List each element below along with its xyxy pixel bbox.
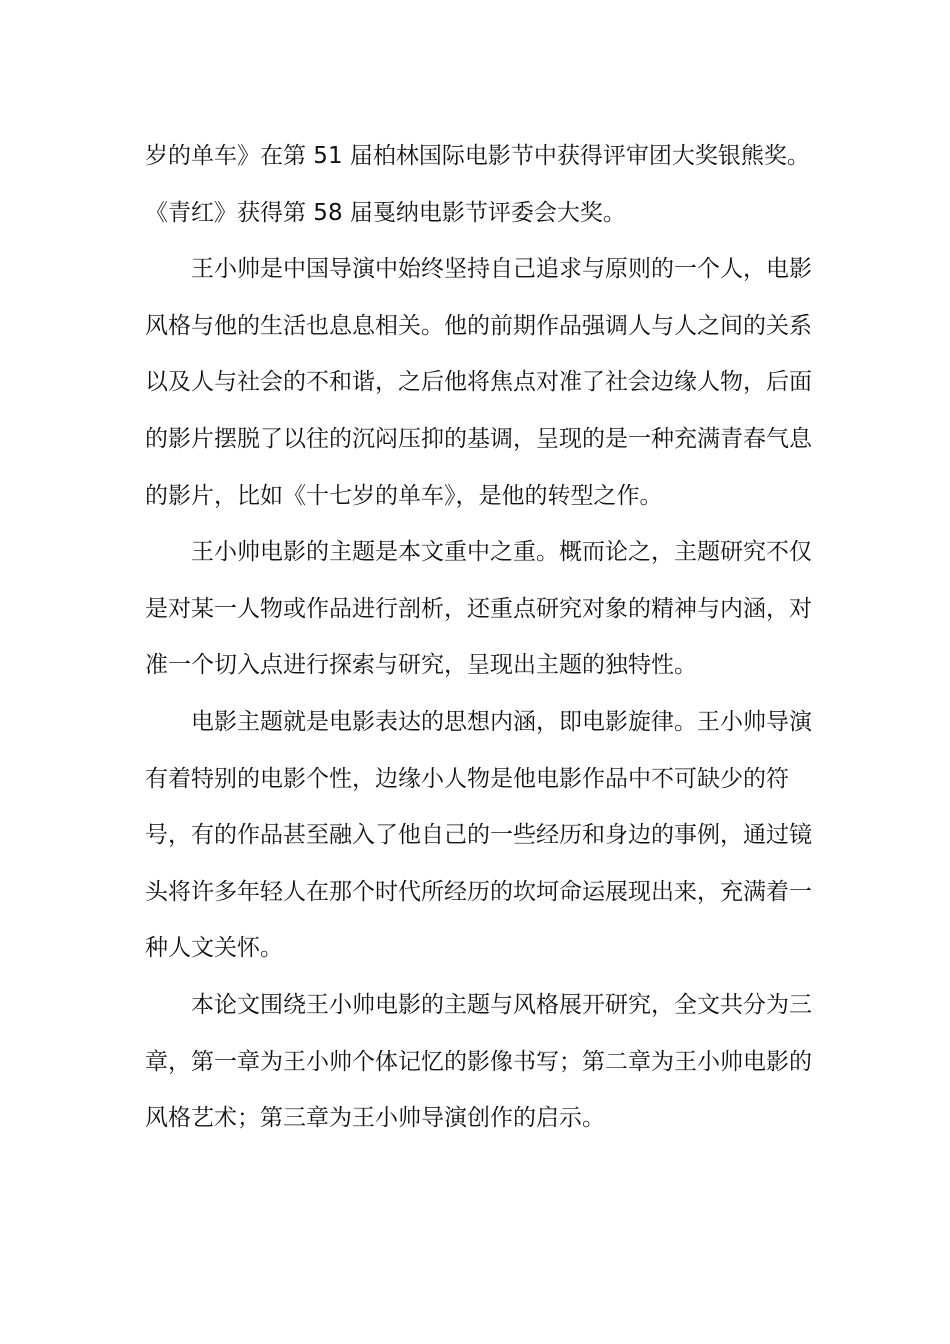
text-line: 《青红》获得第 58 届戛纳电影节评委会大奖。: [145, 199, 626, 226]
paragraph-first-line: 王小帅是中国导演中始终坚持自己追求与原则的一个人，电影: [191, 256, 812, 283]
text-line: 号，有的作品甚至融入了他自己的一些经历和身边的事例，通过镜: [145, 822, 812, 849]
text-line: 岁的单车》在第 51 届柏林国际电影节中获得评审团大奖银熊奖。: [145, 143, 810, 169]
body-text: [145, 128, 812, 1147]
text-line: 风格与他的生活也息息相关。他的前期作品强调人与人之间的关系: [145, 312, 812, 339]
paragraph-first-line: 电影主题就是电影表达的思想内涵，即电影旋律。王小帅导演: [191, 708, 812, 735]
text-line: 种人文关怀。: [145, 935, 283, 962]
text-line: 有着特别的电影个性，边缘小人物是他电影作品中不可缺少的符: [145, 765, 789, 792]
text-line: 的影片，比如《十七岁的单车》，是他的转型之作。: [145, 482, 663, 509]
text-line: 章，第一章为王小帅个体记忆的影像书写；第二章为王小帅电影的: [145, 1048, 812, 1075]
text-line: 的影片摆脱了以往的沉闷压抑的基调，呈现的是一种充满青春气息: [145, 425, 812, 452]
text-line: 以及人与社会的不和谐，之后他将焦点对准了社会边缘人物，后面: [145, 369, 812, 396]
paragraph-first-line: 王小帅电影的主题是本文重中之重。概而论之，主题研究不仅: [191, 539, 812, 566]
text-line: 头将许多年轻人在那个时代所经历的坎坷命运展现出来，充满着一: [145, 878, 812, 905]
text-line: 是对某一人物或作品进行剖析，还重点研究对象的精神与内涵，对: [145, 595, 812, 622]
text-line: 风格艺术；第三章为王小帅导演创作的启示。: [145, 1105, 605, 1132]
text-line: 准一个切入点进行探索与研究，呈现出主题的独特性。: [145, 652, 697, 679]
paragraph-first-line: 本论文围绕王小帅电影的主题与风格展开研究，全文共分为三: [191, 991, 812, 1018]
